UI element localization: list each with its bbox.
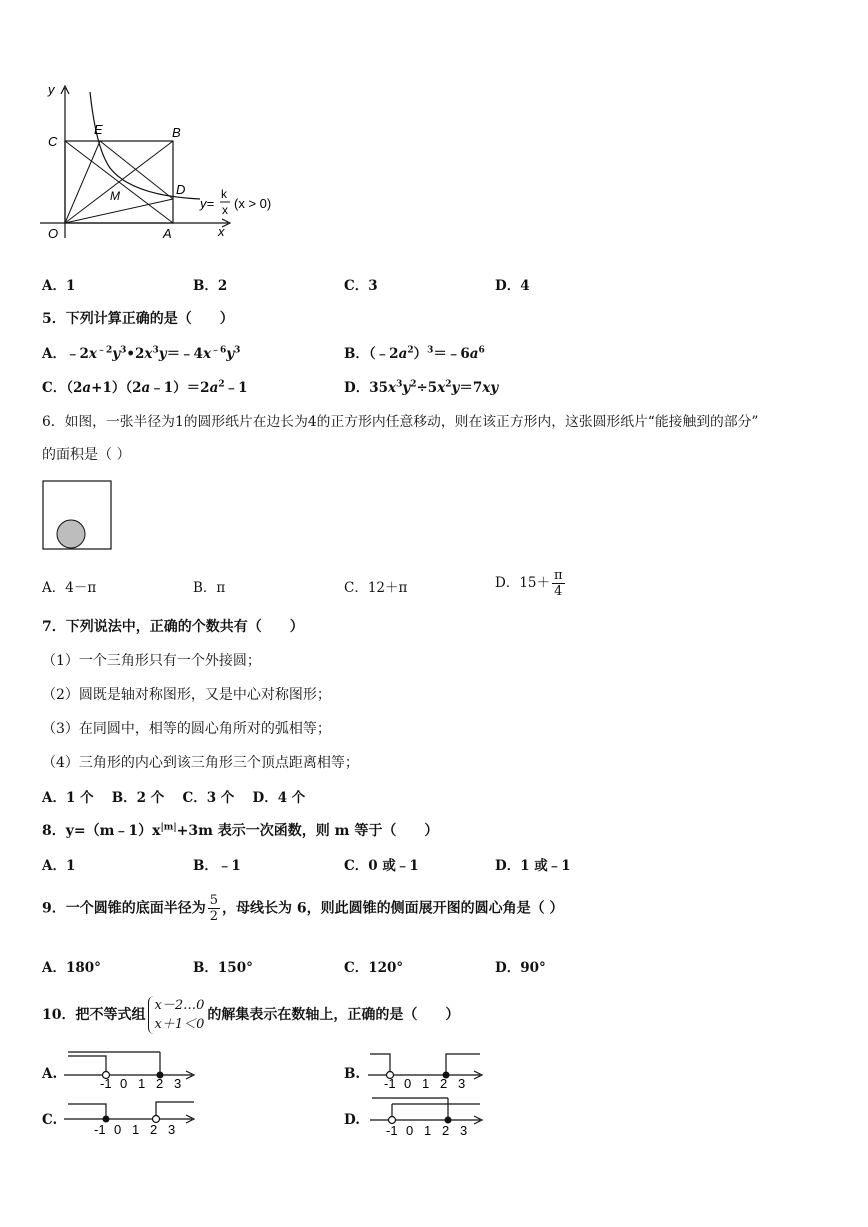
svg-text:1: 1: [132, 1122, 140, 1136]
svg-text:2: 2: [440, 1076, 448, 1088]
q5-stem: 5．下列计算正确的是（ ）: [42, 311, 234, 327]
q10-number-line-a[interactable]: [64, 1048, 200, 1088]
svg-text:-1: -1: [100, 1076, 112, 1088]
q8-option-c[interactable]: C．0 或﹣1: [344, 858, 419, 874]
q8-option-d[interactable]: D．1 或﹣1: [495, 858, 571, 874]
q4-option-d[interactable]: D．4: [495, 278, 530, 294]
q7-item-4: （4）三角形的内心到该三角形三个顶点距离相等；: [42, 755, 359, 771]
svg-text:-1: -1: [94, 1122, 106, 1136]
q5-option-b[interactable]: B．$(﹣2a^2)^3=﹣6a^6$: [344, 345, 485, 362]
q5-option-d[interactable]: D．$35x^3y^2\div 5x^2y=7xy$: [344, 379, 499, 396]
q9-option-a[interactable]: A．180°: [42, 960, 101, 976]
svg-text:1: 1: [138, 1076, 146, 1088]
q7-item-1: （1）一个三角形只有一个外接圆；: [42, 653, 261, 669]
svg-text:3: 3: [460, 1123, 468, 1136]
svg-text:x: x: [218, 224, 225, 239]
svg-text:E: E: [94, 122, 103, 137]
svg-text:C: C: [48, 134, 58, 149]
q8-option-a[interactable]: A．1: [42, 858, 76, 874]
svg-text:3: 3: [458, 1076, 466, 1088]
svg-text:0: 0: [120, 1076, 128, 1088]
svg-text:B: B: [172, 125, 181, 140]
q10-option-c-label[interactable]: C.: [42, 1112, 58, 1128]
svg-text:y=: y=: [200, 196, 215, 211]
q6-stem-line2: 的面积是（ ）: [42, 447, 131, 463]
svg-text:0: 0: [114, 1122, 122, 1136]
square-with-circle-figure: [42, 480, 114, 552]
q10-number-line-c[interactable]: [64, 1096, 200, 1136]
svg-text:3: 3: [174, 1076, 182, 1088]
q8-option-b[interactable]: B．﹣1: [193, 858, 241, 874]
q7-item-2: （2）圆既是轴对称图形，又是中心对称图形；: [42, 687, 331, 703]
q10-number-line-d[interactable]: [370, 1094, 488, 1136]
svg-text:2: 2: [150, 1122, 158, 1136]
svg-text:3: 3: [168, 1122, 176, 1136]
q7-options[interactable]: A．1 个 B．2 个 C．3 个 D．4 个: [42, 790, 306, 806]
q6-option-c[interactable]: C．12＋π: [344, 580, 408, 596]
q10-stem: 10．把不等式组 x－2…0 x＋1＜0 的解集表示在数轴上，正确的是（ ）: [42, 998, 460, 1032]
q10-option-b-label[interactable]: B.: [344, 1066, 361, 1082]
q10-option-a-label[interactable]: A.: [42, 1066, 58, 1082]
svg-text:M: M: [110, 189, 120, 203]
svg-text:x: x: [222, 203, 228, 217]
svg-text:A: A: [163, 226, 172, 241]
q6-option-a[interactable]: A．4－π: [42, 580, 97, 596]
q6-stem-line1: 6．如图，一张半径为1的圆形纸片在边长为4的正方形内任意移动，则在该正方形内，这张圆形纸片“能接触到的部分”: [42, 414, 759, 430]
svg-text:(x > 0): (x > 0): [234, 196, 272, 211]
q4-option-b[interactable]: B．2: [193, 278, 228, 294]
svg-text:y: y: [48, 82, 55, 97]
svg-text:1: 1: [424, 1123, 432, 1136]
svg-text:2: 2: [442, 1123, 450, 1136]
q8-stem: 8．$y=(m﹣1)x^{|m|}+3m$ 表示一次函数，则 m 等于（ ）: [42, 822, 439, 839]
svg-text:0: 0: [404, 1076, 412, 1088]
svg-text:k: k: [221, 187, 227, 201]
q7-stem: 7．下列说法中，正确的个数共有（ ）: [42, 619, 304, 635]
q6-option-b[interactable]: B．π: [193, 580, 226, 596]
q4-graph: [30, 78, 290, 248]
q4-option-c[interactable]: C．3: [344, 278, 378, 294]
q10-option-d-label[interactable]: D.: [344, 1112, 360, 1128]
q5-option-a[interactable]: A．$﹣2x^{﹣2}y^3•2x^3y=﹣4x^{﹣6}y^3$: [42, 345, 241, 362]
q6-option-d[interactable]: D．15＋ $\frac{\pi}{4}$: [495, 568, 563, 599]
q4-option-a[interactable]: A．1: [42, 278, 76, 294]
svg-text:1: 1: [422, 1076, 430, 1088]
q7-item-3: （3）在同圆中，相等的圆心角所对的弧相等；: [42, 721, 331, 737]
q5-option-c[interactable]: C．$(2a+1)(2a﹣1)=2a^2﹣1$: [42, 379, 248, 396]
svg-text:2: 2: [156, 1076, 164, 1088]
svg-text:0: 0: [406, 1123, 414, 1136]
q10-number-line-b[interactable]: [368, 1048, 488, 1088]
svg-text:O: O: [48, 226, 59, 241]
q9-option-b[interactable]: B．150°: [193, 960, 253, 976]
q9-stem: 9．一个圆锥的底面半径为 $\frac{5}{2}$ ，母线长为 6，则此圆锥的侧面展开图的圆心角是（ ）: [42, 893, 564, 924]
svg-text:-1: -1: [384, 1076, 396, 1088]
q9-option-d[interactable]: D．90°: [495, 960, 546, 976]
q9-option-c[interactable]: C．120°: [344, 960, 404, 976]
svg-text:-1: -1: [386, 1123, 398, 1136]
svg-text:D: D: [176, 182, 186, 197]
